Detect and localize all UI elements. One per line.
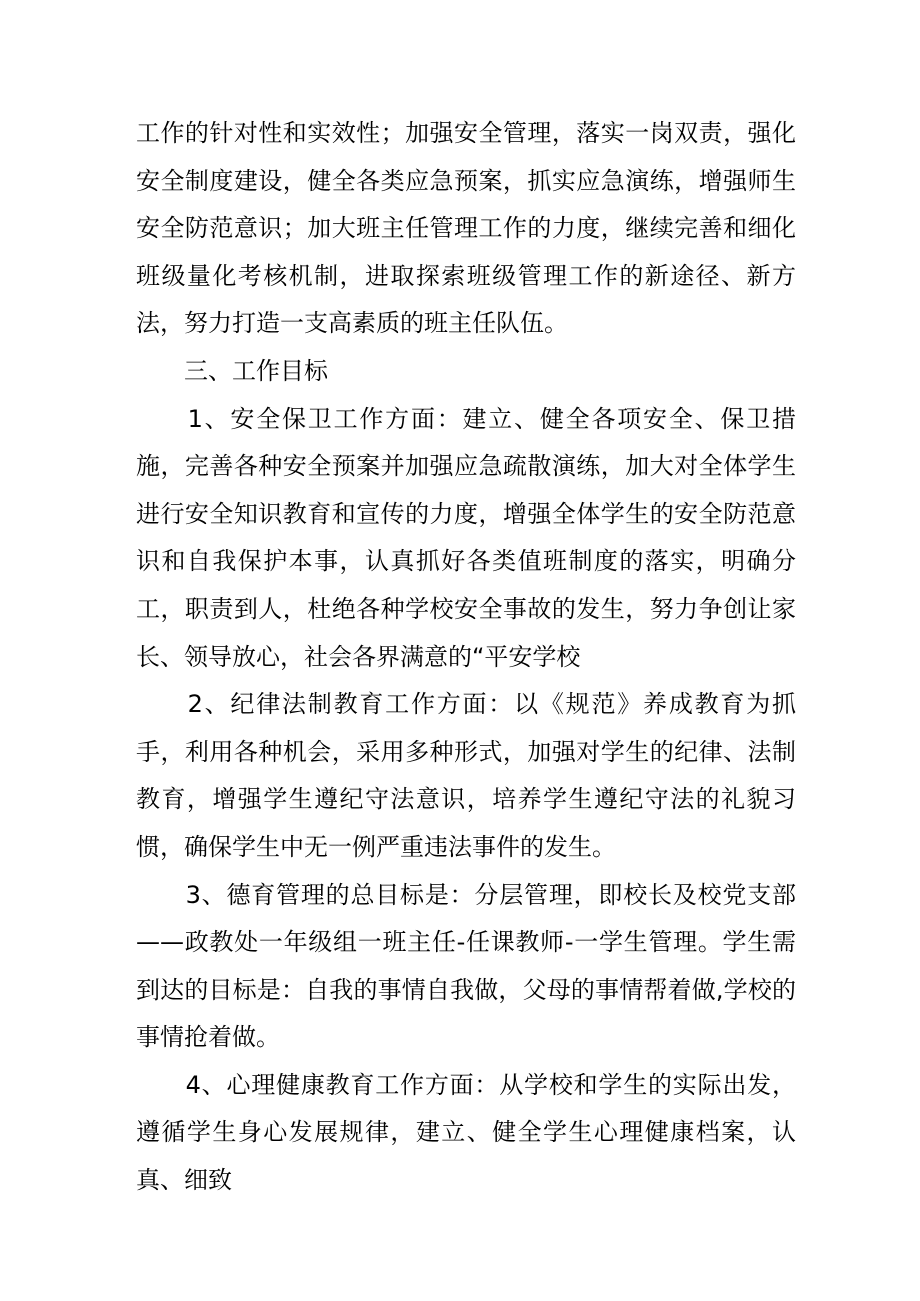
paragraph-goal-3-moral-management: 3、德育管理的总目标是：分层管理，即校长及校党支部——政教处一年级组一班主任-任课教师-一学生管理。学生需到达的目标是：自我的事情自我做，父母的事情帮着做,学校的事情抢着做。	[136, 880, 796, 1052]
paragraph-goal-1-safety: 1、安全保卫工作方面：建立、健全各项安全、保卫措施，完善各种安全预案并加强应急疏散演练，加大对全体学生进行安全知识教育和宣传的力度，增强全体学生的安全防范意识和自我保护本事，认真抓好各类值班制度的落实，明确分工，职责到人，杜绝各种学校安全事故的发生，努力争创让家长、领导放心，社会各界满意的“平安学校	[136, 404, 796, 671]
paragraph-intro-continued: 工作的针对性和实效性；加强安全管理，落实一岗双责，强化安全制度建设，健全各类应急预案，抓实应急演练，增强师生安全防范意识；加大班主任管理工作的力度，继续完善和细化班级量化考核机制，进取探索班级管理工作的新途径、新方法，努力打造一支高素质的班主任队伍。	[136, 119, 796, 338]
paragraph-goal-2-discipline: 2、纪律法制教育工作方面：以《规范》养成教育为抓手，利用各种机会，采用多种形式，加强对学生的纪律、法制教育，增强学生遵纪守法意识，培养学生遵纪守法的礼貌习惯，确保学生中无一例严重违法事件的发生。	[136, 690, 796, 861]
document-body	[136, 110, 796, 1205]
section-heading-work-goals: 三、工作目标	[136, 356, 328, 385]
paragraph-goal-4-mental-health: 4、心理健康教育工作方面：从学校和学生的实际出发，遵循学生身心发展规律，建立、健全学生心理健康档案，认真、细致	[136, 1070, 796, 1195]
